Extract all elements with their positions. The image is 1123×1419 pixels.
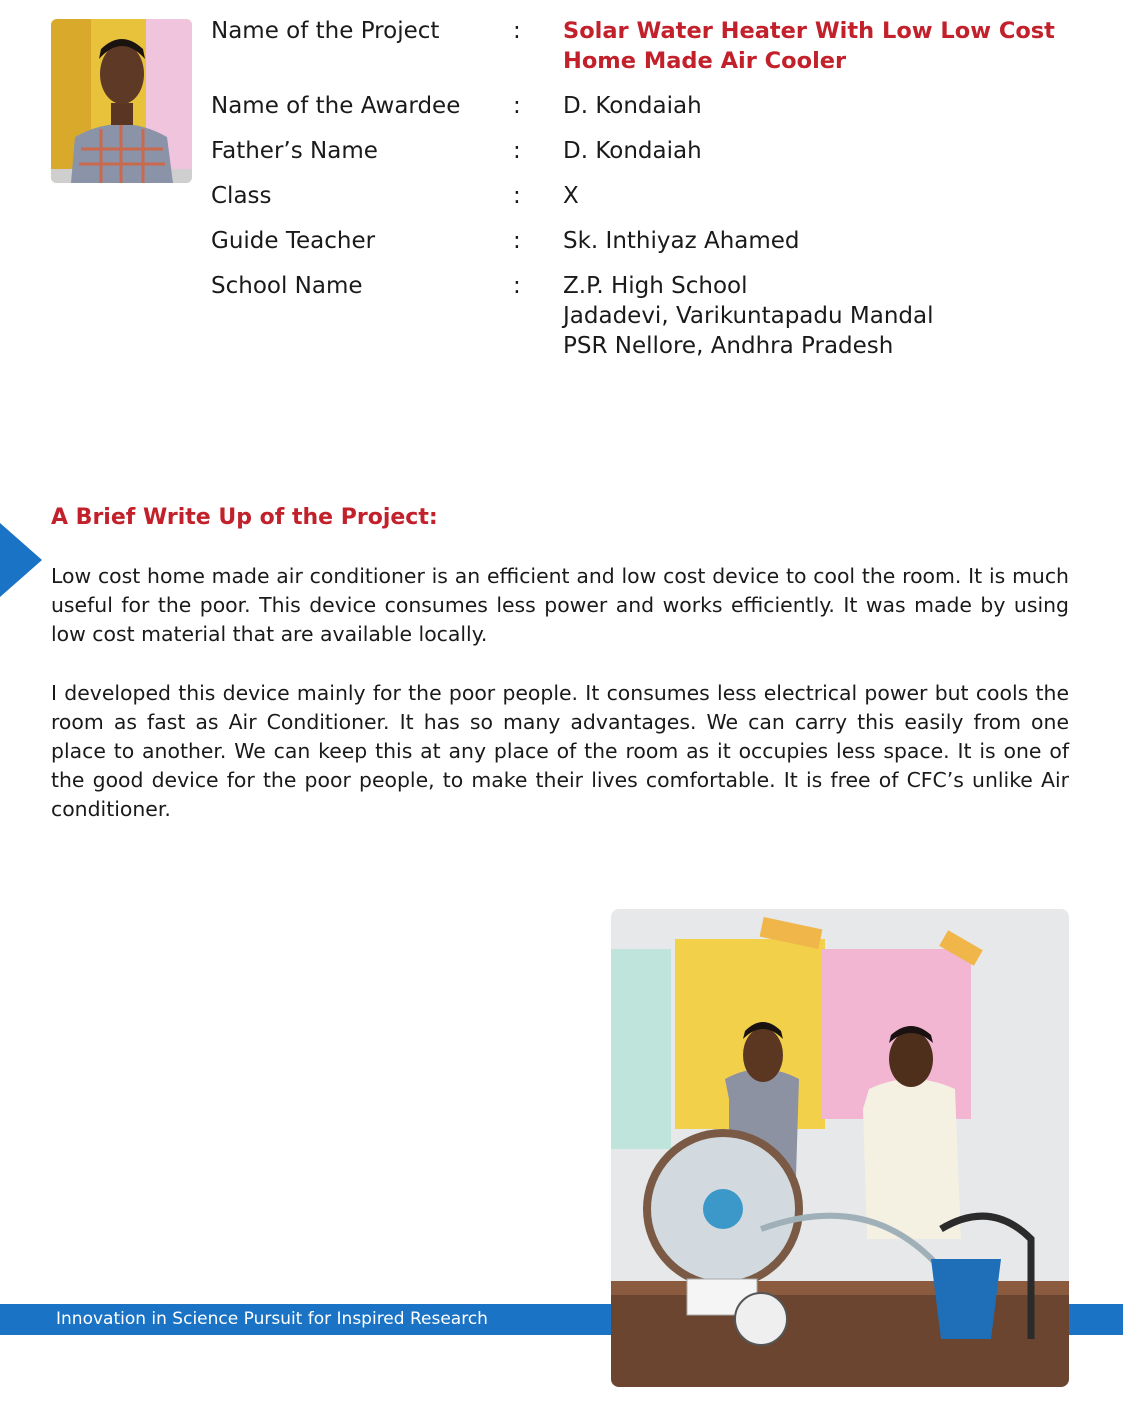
project-label: Name of the Project (211, 18, 440, 44)
writeup-paragraph: Low cost home made air conditioner is an efficient and low cost device to cool the room. It is much useful for the poor. This device consumes less power and works efficiently. It was made by using low cost material that are available locally. (51, 564, 1069, 647)
class-separator: : (513, 183, 521, 209)
school-address-line: Z.P. High School (563, 273, 748, 299)
guide-separator: : (513, 228, 521, 254)
project-title-line: Home Made Air Cooler (563, 48, 847, 74)
detail-project (211, 16, 1101, 76)
awardee-value: D. Kondaiah (563, 93, 702, 119)
guide-value: Sk. Inthiyaz Ahamed (563, 228, 800, 254)
class-label: Class (211, 183, 272, 209)
awardee-photo (51, 19, 192, 183)
awardee-separator: : (513, 93, 521, 119)
awardee-details (211, 16, 1101, 376)
school-separator: : (513, 273, 521, 299)
writeup-paragraph: I developed this device mainly for the poor people. It consumes less electrical power but cools the room as fast as Air Conditioner. It has so many advantages. We can carry this easily from one place to another. We can keep this at any place of the room as it occupies less space. It is one of the good device for the poor people, to make their lives comfortable. It is free of CFC’s unlike Air conditioner. (51, 680, 1069, 822)
detail-school (211, 271, 1101, 361)
father-separator: : (513, 138, 521, 164)
project-title-line: Solar Water Heater With Low Low Cost (563, 18, 1055, 44)
detail-class (211, 181, 1101, 211)
project-value (563, 16, 1101, 76)
section-marker-arrow-icon (0, 523, 42, 597)
father-value: D. Kondaiah (563, 138, 702, 164)
detail-father (211, 136, 1101, 166)
father-label: Father’s Name (211, 138, 378, 164)
detail-awardee (211, 91, 1101, 121)
project-separator: : (513, 18, 521, 44)
school-value (563, 271, 1101, 361)
class-value: X (563, 183, 579, 209)
exhibit-photo (611, 909, 1069, 1387)
detail-guide (211, 226, 1101, 256)
school-address-line: PSR Nellore, Andhra Pradesh (563, 333, 894, 359)
school-address-line: Jadadevi, Varikuntapadu Mandal (563, 303, 934, 329)
writeup-body (51, 562, 1069, 854)
writeup-heading: A Brief Write Up of the Project: (51, 505, 438, 530)
awardee-label: Name of the Awardee (211, 93, 461, 119)
guide-label: Guide Teacher (211, 228, 376, 254)
footer-tagline: Innovation in Science Pursuit for Inspired Research (56, 1309, 488, 1329)
school-label: School Name (211, 273, 363, 299)
